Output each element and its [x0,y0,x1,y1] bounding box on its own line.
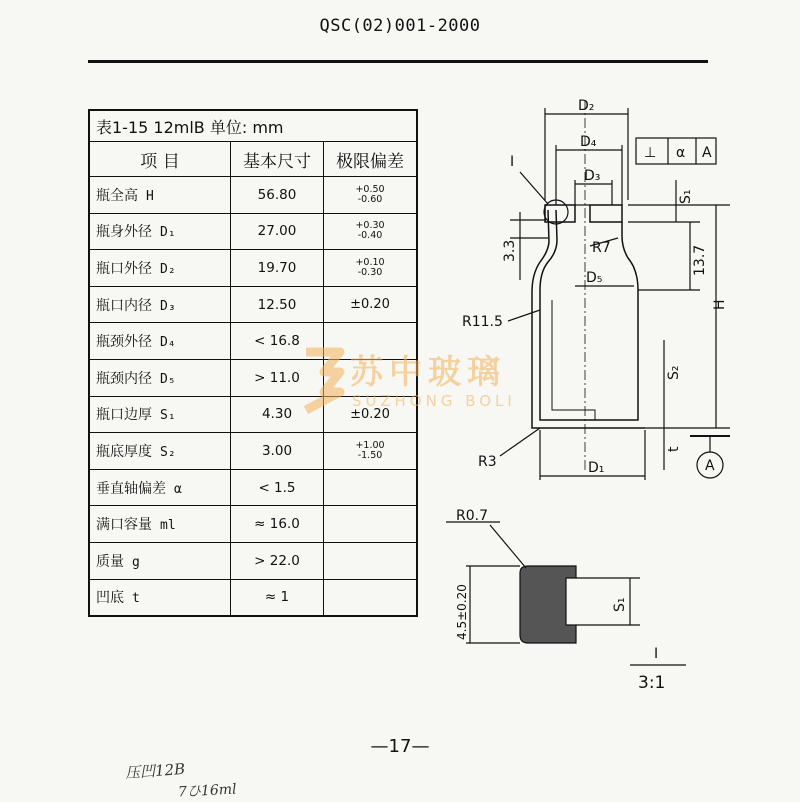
tolerance-upper: +1.00 [355,439,385,451]
item-param: S₂ [160,444,176,460]
label-datum-a: A [705,458,715,474]
tolerance-upper: +0.50 [355,183,385,195]
item-param: t [132,591,140,607]
item-label: 瓶口外径 [96,260,152,277]
label-33: 3.3 [502,239,518,262]
handwritten-note-2: 7ひ16ml [177,781,237,801]
row-basic-size: 56.80 [231,177,324,214]
tolerance-lower: -0.30 [357,266,383,278]
label-s1: S₁ [678,189,694,204]
detail-label-r07: R0.7 [456,508,488,524]
label-d1: D₁ [588,460,605,476]
item-param: α [174,481,182,497]
row-basic-size: 12.50 [231,286,324,323]
label-ref-a: A [702,145,712,161]
label-s2: S₂ [666,365,682,380]
label-h: H [712,299,728,310]
row-basic-size: 19.70 [231,250,324,287]
item-label: 质量 [96,553,124,570]
item-label: 瓶底厚度 [96,443,152,460]
item-param: g [132,554,140,570]
label-d4: D₄ [580,134,597,150]
item-param: S₁ [160,408,176,424]
bottle-base [540,300,595,420]
item-param: H [146,188,154,204]
label-perp: ⊥ [644,145,657,161]
row-basic-size: < 1.5 [231,469,324,506]
handwritten-note-1: 压凹12B [124,759,186,783]
header-tolerance: 极限偏差 [324,142,418,177]
label-r11: R11.5 [462,314,503,330]
item-param: D₅ [160,371,176,387]
bottle-finish-left [545,205,575,222]
header-item: 项 目 [89,142,231,177]
table-title: 表1-15 12mlB 单位: mm [89,110,417,142]
row-basic-size: 4.30 [231,396,324,433]
item-param: D₃ [160,298,176,314]
label-detail-i: I [510,154,515,170]
item-label: 凹底 [96,590,124,607]
item-label: 瓶全高 [96,187,138,204]
label-alpha: α [676,145,686,161]
bottle-wall [532,210,645,428]
item-label: 满口容量 [96,517,152,534]
r3-leader [500,428,540,456]
scale-value: 3:1 [638,673,666,693]
row-basic-size: 27.00 [231,213,324,250]
tolerance-lower: -0.40 [357,230,383,242]
page-number: —17— [370,736,430,757]
watermark-chinese: 苏中玻璃 [350,352,506,391]
item-label: 垂直轴偏差 [96,480,166,497]
row-tolerance: ±0.20 [324,396,418,433]
detail-profile [520,566,576,643]
item-label: 瓶口边厚 [96,407,152,424]
label-t: t [666,446,682,452]
document-code-header: QSC(02)001-2000 [319,16,481,36]
row-basic-size: 3.00 [231,433,324,470]
item-label: 瓶身外径 [96,224,152,241]
watermark-english: SUZHONG BOLI [352,392,516,410]
tolerance-upper: +0.30 [355,220,385,232]
item-param: D₂ [160,261,176,277]
label-d3: D₃ [584,168,601,184]
item-param: D₄ [160,335,176,351]
tolerance-upper: +0.10 [355,256,385,268]
bottle-outline [540,210,638,420]
label-d5: D₅ [586,270,603,286]
row-basic-size: > 22.0 [231,542,324,579]
r11-leader [508,310,540,321]
row-basic-size: ≈ 1 [231,579,324,616]
item-param: ml [160,518,176,534]
label-137: 13.7 [692,244,708,276]
detail-label-s1: S₁ [612,597,628,612]
label-r3: R3 [478,454,497,470]
scale-label-i: I [654,646,659,662]
detail-r07-leader [490,525,526,568]
bottle-finish-right [590,205,622,222]
row-tolerance: ±0.20 [324,286,418,323]
item-label: 瓶颈外径 [96,334,152,351]
label-r7: R7 [592,240,611,256]
row-basic-size: > 11.0 [231,359,324,396]
row-basic-size: < 16.8 [231,323,324,360]
row-basic-size: ≈ 16.0 [231,506,324,543]
label-d2: D₂ [578,98,595,114]
item-param: D₁ [160,225,176,241]
header-basic-size: 基本尺寸 [231,142,324,177]
tolerance-lower: -1.50 [357,449,383,461]
tolerance-lower: -0.60 [357,193,383,205]
detail-label-dim: 4.5±0.20 [455,584,469,640]
item-label: 瓶颈内径 [96,370,152,387]
item-label: 瓶口内径 [96,297,152,314]
